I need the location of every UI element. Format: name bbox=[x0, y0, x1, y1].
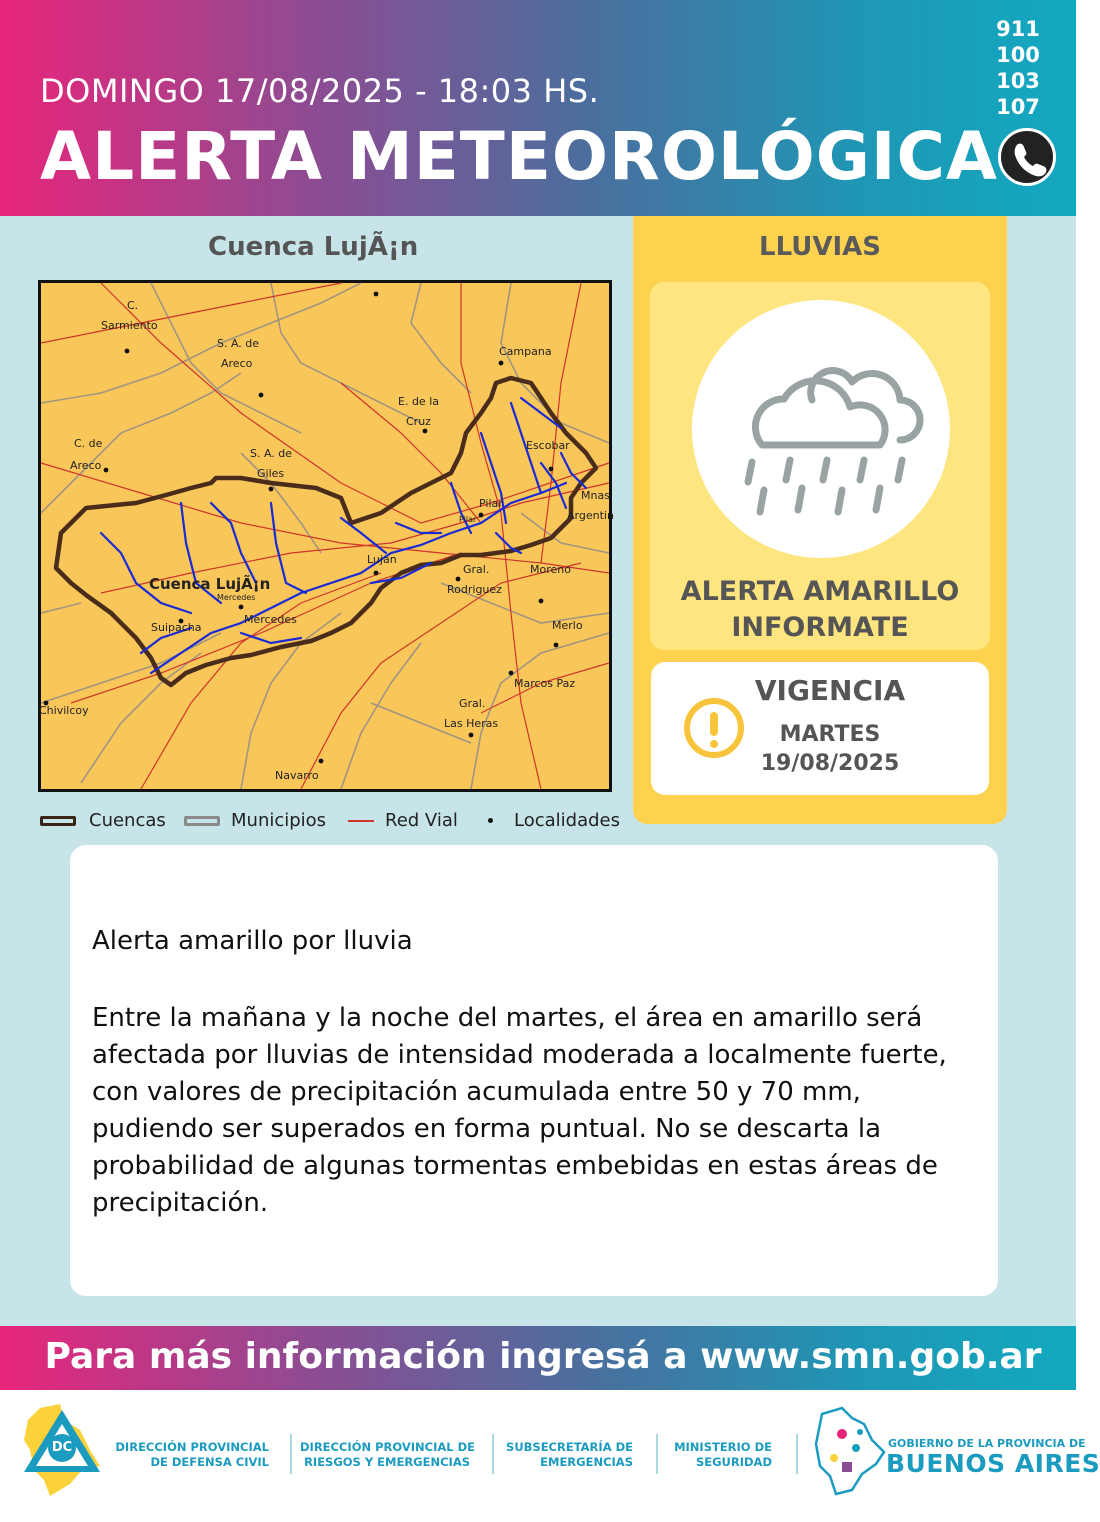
map-place-label: Merlo bbox=[552, 619, 583, 632]
map-place-label: Pilar bbox=[479, 497, 503, 510]
page-title: ALERTA METEOROLÓGICA bbox=[40, 118, 998, 195]
localidades-swatch bbox=[488, 818, 493, 823]
map-place-label: Escobar bbox=[526, 439, 570, 452]
map-place-label: Areco bbox=[70, 459, 102, 472]
phone-number: 911 bbox=[996, 17, 1040, 41]
map-place-label: Gral. bbox=[459, 697, 486, 710]
vigencia-date-value: 19/08/2025 bbox=[760, 751, 900, 776]
map-place-label: Rodriguez bbox=[447, 583, 502, 596]
phone-number: 100 bbox=[996, 43, 1040, 67]
org-line: EMERGENCIAS bbox=[540, 1455, 633, 1469]
map-place-label: Navarro bbox=[275, 769, 319, 782]
map-place-label: Pilar bbox=[459, 515, 477, 524]
alert-level-line: ALERTA AMARILLO bbox=[680, 576, 960, 607]
municipios-swatch bbox=[184, 816, 220, 826]
org-line: RIESGOS Y EMERGENCIAS bbox=[304, 1455, 470, 1469]
basin-map bbox=[38, 280, 612, 792]
map-place-label: Chivilcoy bbox=[39, 704, 89, 717]
map-place-label: Lujan bbox=[367, 553, 397, 566]
separator bbox=[290, 1434, 292, 1474]
separator bbox=[656, 1434, 658, 1474]
map-place-label: C. bbox=[127, 299, 139, 312]
map-place-label: C. de bbox=[74, 437, 103, 450]
gov-big-text: BUENOS AIRES bbox=[886, 1449, 1100, 1478]
vigencia-date bbox=[738, 720, 922, 778]
separator bbox=[492, 1434, 494, 1474]
map-place-label: Mercedes bbox=[244, 613, 297, 626]
map-place-label: Cruz bbox=[406, 415, 431, 428]
org-subsecretaria bbox=[500, 1440, 633, 1470]
alert-action-line: INFORMATE bbox=[731, 612, 909, 643]
map-place-label: Gral. bbox=[463, 563, 490, 576]
emergency-phones bbox=[990, 16, 1046, 120]
org-line: DIRECCIÓN PROVINCIAL DE bbox=[300, 1440, 476, 1454]
vigencia-day: MARTES bbox=[779, 722, 881, 747]
map-place-label: S. A. de bbox=[250, 447, 293, 460]
separator bbox=[796, 1434, 798, 1474]
map-title: Cuenca LujÃ¡n bbox=[208, 232, 419, 262]
legend-red-vial: Red Vial bbox=[385, 810, 458, 831]
map-place-label: Mnas bbox=[581, 489, 610, 502]
map-place-label: Las Heras bbox=[444, 717, 499, 730]
alert-date: DOMINGO 17/08/2025 - 18:03 HS. bbox=[40, 72, 600, 110]
map-place-label: Giles bbox=[257, 467, 285, 480]
org-riesgos bbox=[300, 1440, 476, 1470]
rain-cloud-icon bbox=[692, 300, 950, 558]
org-line: SUBSECRETARÍA DE bbox=[506, 1440, 633, 1454]
map-legend bbox=[40, 808, 620, 834]
defensa-civil-logo bbox=[20, 1400, 104, 1500]
map-place-label: Campana bbox=[499, 345, 552, 358]
org-ministerio bbox=[664, 1440, 772, 1470]
map-place-label: E. de la bbox=[398, 395, 439, 408]
map-place-label: Areco bbox=[221, 357, 253, 370]
alert-level-text bbox=[650, 574, 990, 646]
hazard-title: LLUVIAS bbox=[759, 232, 881, 262]
gov-small-text: GOBIERNO DE LA PROVINCIA DE bbox=[888, 1437, 1086, 1450]
vigencia-title: VIGENCIA bbox=[754, 674, 906, 707]
map-place-label: Moreno bbox=[530, 563, 571, 576]
description-body: Entre la mañana y la noche del martes, el área en amarillo será afectada por lluvias de intensidad moderada a localmente fuerte, con valores de precipitación acumulada entre 50 y 70 mm, pudiendo ser superados en forma puntual. No se descarta la probabilidad de algunas tormentas embebidas en estas áreas de precipitación. bbox=[92, 1003, 947, 1218]
legend-localidades: Localidades bbox=[514, 810, 620, 831]
map-graphic bbox=[41, 283, 609, 789]
phone-number: 107 bbox=[996, 95, 1040, 119]
map-place-label: Sarmiento bbox=[101, 319, 158, 332]
map-place-label: Mercedes bbox=[217, 593, 256, 602]
dc-badge-text: DC bbox=[51, 1440, 73, 1455]
legend-municipios: Municipios bbox=[231, 810, 327, 831]
map-place-label: Suipacha bbox=[151, 621, 202, 634]
org-line: DIRECCIÓN PROVINCIAL bbox=[115, 1440, 269, 1454]
exclamation-icon bbox=[684, 698, 744, 758]
map-place-label: S. A. de bbox=[217, 337, 260, 350]
phone-number: 103 bbox=[996, 69, 1040, 93]
cuencas-swatch bbox=[40, 816, 76, 826]
org-line: MINISTERIO DE bbox=[674, 1440, 772, 1454]
description-heading: Alerta amarillo por lluvia bbox=[92, 926, 413, 956]
phone-icon bbox=[998, 128, 1056, 186]
map-place-label: Argentin bbox=[567, 509, 614, 522]
basin-label: Cuenca LujÃ¡n bbox=[149, 575, 271, 593]
more-info-link[interactable]: Para más información ingresá a www.smn.gob.ar bbox=[44, 1336, 1042, 1377]
org-line: SEGURIDAD bbox=[695, 1455, 772, 1469]
legend-cuencas: Cuencas bbox=[89, 810, 166, 831]
org-defensa-civil bbox=[112, 1440, 269, 1470]
buenos-aires-logo bbox=[812, 1404, 888, 1496]
map-place-label: Marcos Paz bbox=[514, 677, 576, 690]
org-line: DE DEFENSA CIVIL bbox=[150, 1455, 269, 1469]
red-vial-swatch bbox=[348, 820, 374, 822]
